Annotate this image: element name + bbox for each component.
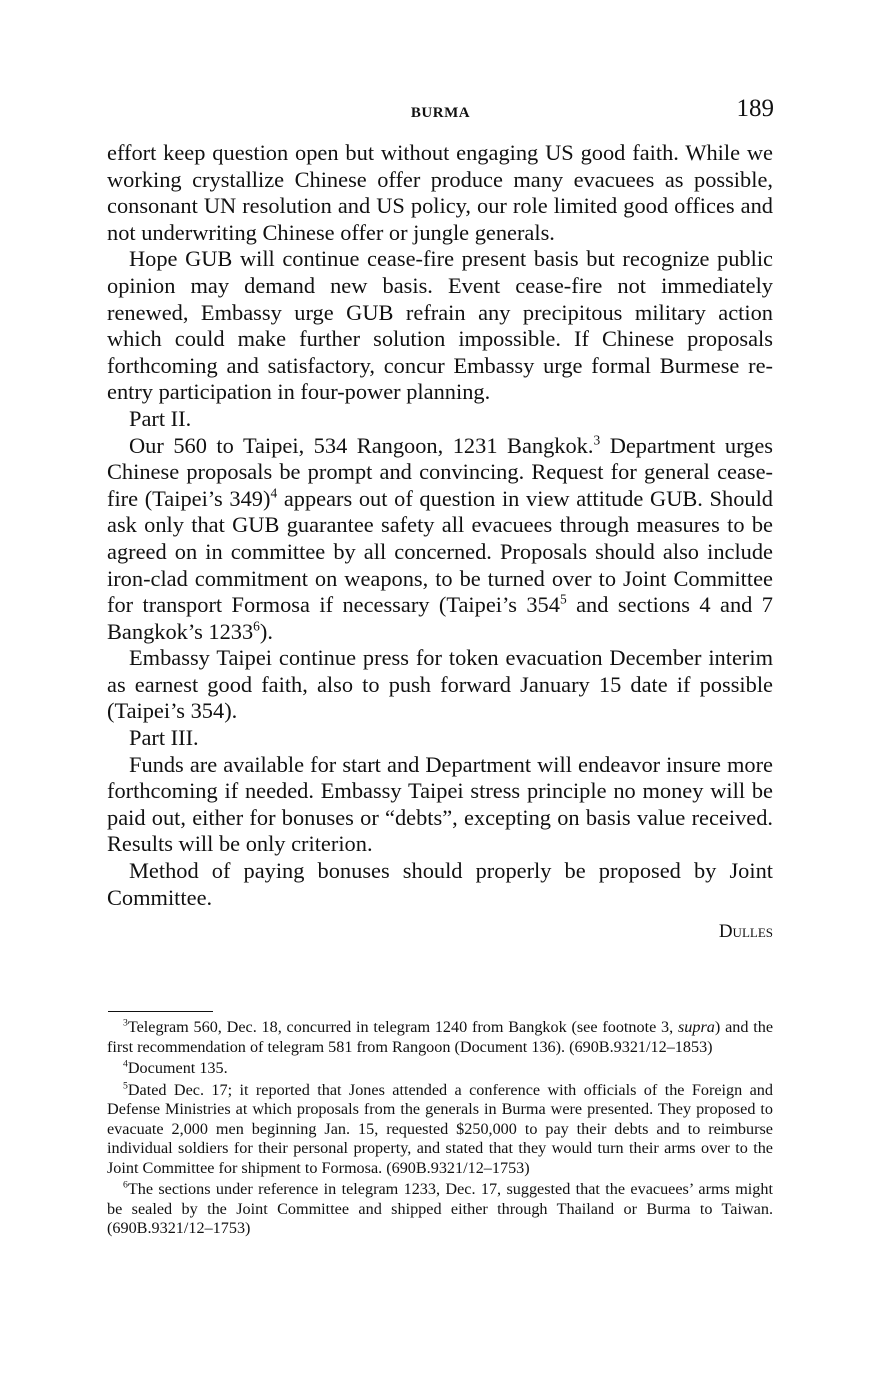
paragraph-3-text-c: appears out of question in view attitude GUB. Should ask only that GUB guarantee safety all evacuees through measures to be agreed on in committee by all concerned. Proposals should also include iron-clad commitment on weapons, to be turned over to Joint Committee for transport Formosa if necessary (Taipei’s 354 (107, 485, 774, 618)
paragraph-1: effort keep question open but without engaging US good faith. While we working crystallize Chinese offer produce many evacuees as possible, consonant UN resolution and US policy, our role limited good offices and not underwriting Chinese offer or jungle generals. (107, 140, 773, 245)
footnote-5-text: Dated Dec. 17; it reported that Jones attended a conference with officials of the Foreign and Defense Ministries at which proposals from the generals in Burma were presented. They proposed to evacuate 2,000 men beginning Jan. 15, requested $250,000 to pay their debts and to reimburse individual soldiers for their personal property, and stated that they would turn their arms over to the Joint Committee for shipment to Formosa. (690B.9321/12–1753) (107, 1080, 773, 1177)
footnote-6-text: The sections under reference in telegram 1233, Dec. 17, suggested that the evacuees’ arms might be sealed by the Joint Committee and shipped either through Thailand or Burma to Taiwan. (690B.9321/12–1753) (107, 1180, 773, 1237)
body-text (107, 140, 773, 946)
footnote-ref-6: 6 (253, 618, 260, 634)
paragraph-3 (107, 433, 773, 646)
footnote-ref-5: 5 (559, 591, 567, 607)
footnote-ref-3: 3 (593, 432, 601, 448)
footnote-mark-6: 6 (123, 1179, 128, 1191)
footnote-mark-4: 4 (123, 1058, 128, 1070)
part-heading-ii: Part II. (129, 405, 192, 431)
footnote-ref-4: 4 (270, 485, 278, 501)
page-number: 189 (736, 95, 774, 122)
footnote-4 (107, 1059, 773, 1079)
footnote-divider (108, 1011, 213, 1012)
footnote-4-text: Document 135. (127, 1059, 228, 1077)
footnote-6 (107, 1180, 773, 1239)
paragraph-2: Hope GUB will continue cease-fire present basis but recognize public opinion may demand new basis. Event cease-fire not immediately renewed, Embassy urge GUB refrain any precipitous military action which could make further solution impossible. If Chinese proposals forthcoming and satisfactory, concur Embassy urge formal Burmese re-entry participation in four-power planning. (107, 246, 773, 405)
footnote-3-italic: supra (678, 1018, 715, 1036)
footnote-3-text-a: Telegram 560, Dec. 18, concurred in telegram 1240 from Bangkok (see footnote 3, (127, 1018, 678, 1036)
footnotes (107, 1018, 773, 1241)
running-head (0, 95, 881, 127)
part-heading-iii: Part III. (129, 725, 199, 751)
paragraph-6: Method of paying bonuses should properly be proposed by Joint Committee. (107, 858, 773, 910)
paragraph-3-text-d: and sections 4 and 7 Bangkok’s 1233 (107, 592, 773, 644)
footnote-3 (107, 1018, 773, 1057)
footnote-mark-5: 5 (123, 1080, 128, 1092)
footnote-mark-3: 3 (123, 1017, 128, 1029)
paragraph-5: Funds are available for start and Department will endeavor insure more forthcoming if needed. Embassy Taipei stress principle no money will be paid out, either for bonuses or “debts”, excepting on basis value received. Results will be only criterion. (107, 751, 773, 857)
footnote-5 (107, 1081, 773, 1179)
section-title: BURMA (410, 105, 471, 121)
paragraph-3-text-e: ). (259, 618, 273, 644)
paragraph-3-text-a: Our 560 to Taipei, 534 Rangoon, 1231 Bangkok. (129, 432, 594, 458)
paragraph-3-text-b: Department urges Chinese proposals be prompt and convincing. Request for general cease-fire (Taipei’s 349) (107, 432, 773, 511)
paragraph-4: Embassy Taipei continue press for token evacuation December interim as earnest good faith, also to push forward January 15 date if possible (Taipei’s 354). (107, 645, 773, 724)
footnote-3-text-b: ) and the first recommendation of telegram 581 from Rangoon (Document 136). (690B.9321/12–1853) (107, 1018, 774, 1056)
signature: Dulles (718, 921, 773, 943)
